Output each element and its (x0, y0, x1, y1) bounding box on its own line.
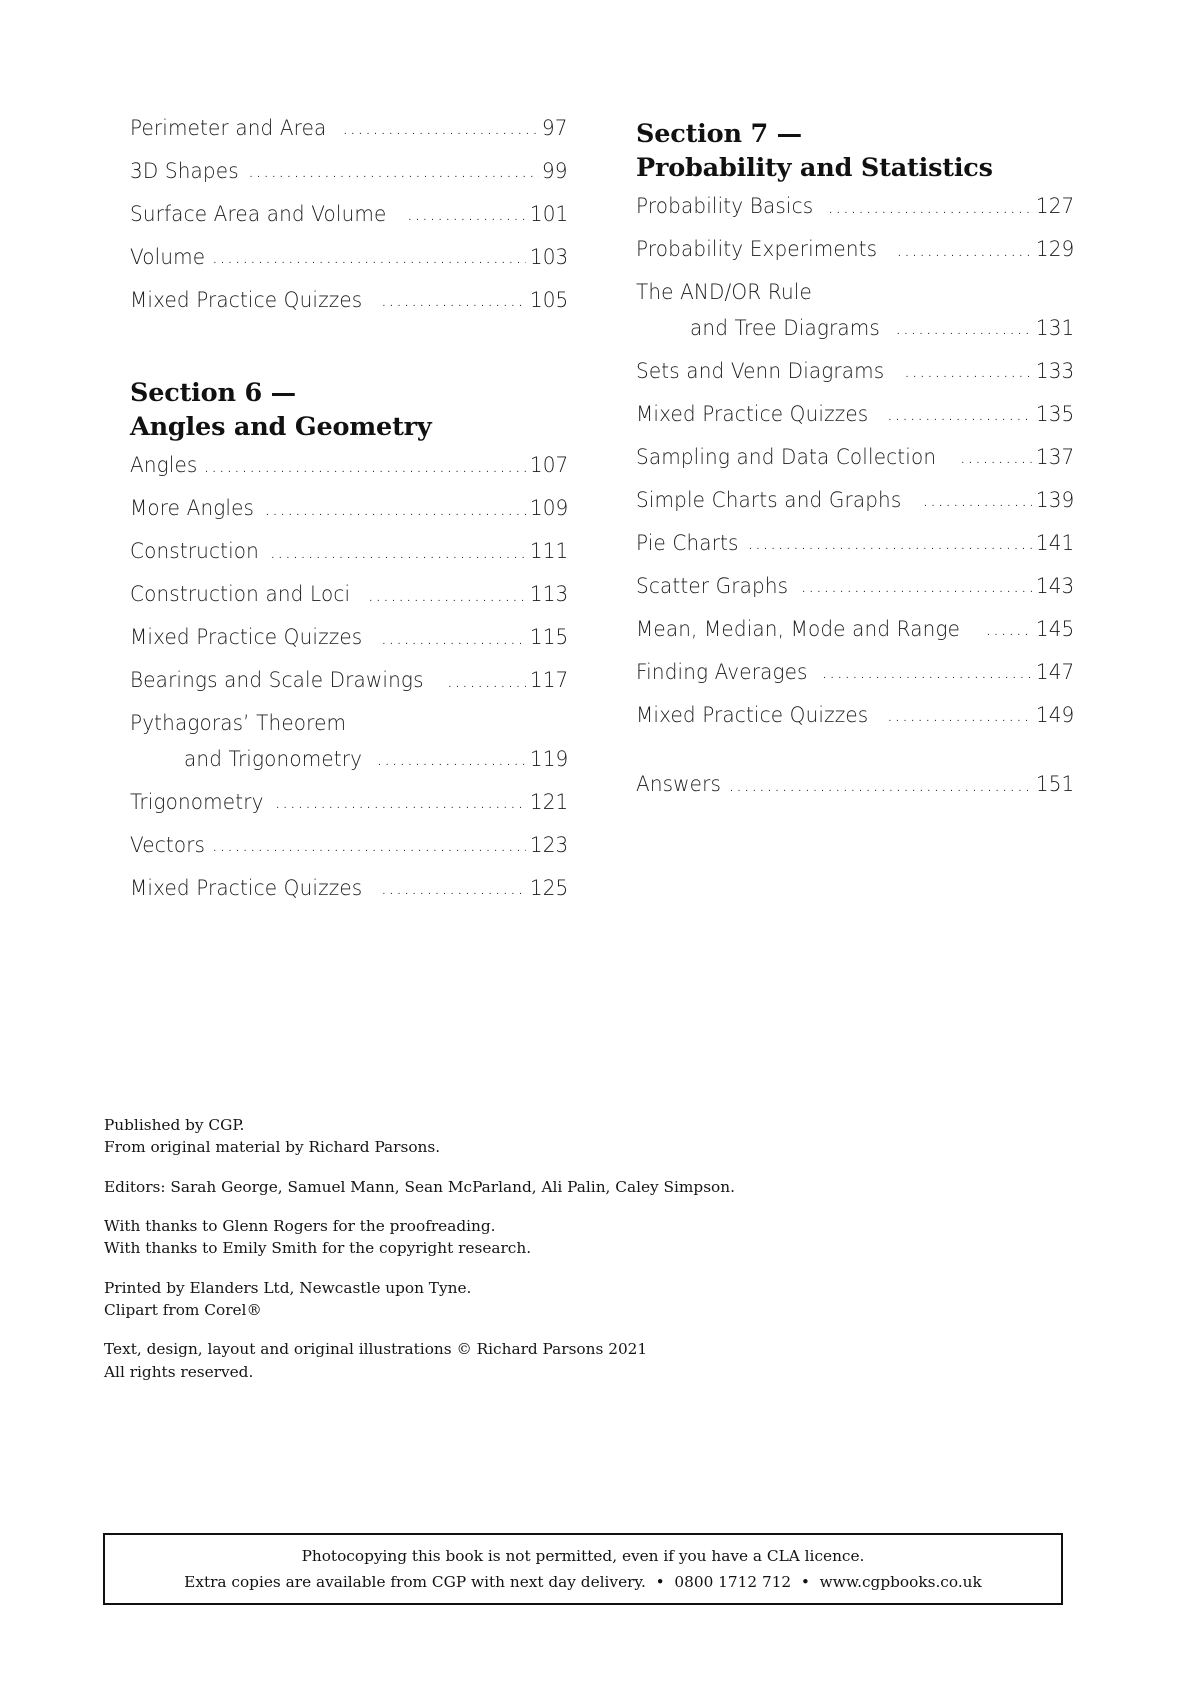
toc-entry-line2 (636, 315, 1074, 341)
toc-entry[interactable] (636, 358, 1074, 384)
imprint-clipart: Clipart from Corel® (104, 1300, 262, 1319)
toc-entry-title: Sampling and Data Collection (636, 444, 937, 470)
toc-entry-answers[interactable] (636, 774, 1074, 796)
section-7-heading-line2: Probability and Statistics (636, 152, 993, 183)
toc-entry-title: Construction and Loci (130, 582, 351, 608)
toc-leader-dots (828, 196, 1032, 218)
imprint-editors: Editors: Sarah George, Samuel Mann, Sean McParland, Ali Palin, Caley Simpson. (104, 1177, 735, 1196)
toc-leader-dots (212, 247, 526, 269)
notice-line-2: Extra copies are available from CGP with next day delivery. • 0800 1712 712 • www.cgpbooks.co.uk (184, 1573, 982, 1591)
toc-leader-dots (985, 619, 1031, 641)
toc-entry[interactable] (636, 573, 1074, 599)
photocopying-notice-box (103, 1533, 1063, 1605)
toc-entry-page: 139 (1035, 487, 1074, 513)
toc-entry-title: Probability Basics (636, 194, 814, 220)
imprint-thanks-paragraph (104, 1215, 824, 1260)
toc-entry[interactable] (636, 616, 1074, 642)
toc-entry-page: 135 (1035, 401, 1074, 427)
toc-entry-page: 119 (529, 746, 568, 772)
imprint-block (104, 1114, 824, 1383)
toc-entry-page: 147 (1035, 659, 1074, 685)
toc-leader-dots (922, 490, 1031, 512)
toc-entry[interactable] (130, 789, 568, 815)
toc-entry-page: 141 (1035, 530, 1074, 556)
toc-leader-dots (270, 541, 526, 563)
toc-entry[interactable] (130, 670, 568, 692)
toc-leader-dots (895, 318, 1031, 340)
section-7-heading-line1: Section 7 — (636, 119, 802, 149)
toc-entry-page: 151 (1035, 772, 1074, 798)
toc-entry-title: Answers (636, 772, 722, 798)
toc-entry[interactable] (130, 541, 568, 563)
toc-entry-title: Construction (130, 539, 259, 565)
toc-leader-dots (896, 239, 1031, 261)
toc-leader-dots (887, 705, 1032, 727)
toc-entry[interactable] (130, 627, 568, 649)
toc-columns (130, 118, 1075, 921)
toc-entry[interactable] (636, 487, 1074, 513)
toc-entry-page: 143 (1035, 573, 1074, 599)
toc-leader-dots (447, 670, 526, 692)
toc-entry-wrapped[interactable] (130, 713, 568, 770)
toc-entry-title: Bearings and Scale Drawings (130, 668, 424, 694)
toc-leader-dots (381, 290, 526, 312)
toc-entry[interactable] (636, 401, 1074, 427)
toc-entry[interactable] (130, 247, 568, 269)
toc-leader-dots (275, 792, 526, 814)
toc-entry-line2 (130, 746, 568, 772)
toc-entry-title: Mixed Practice Quizzes (130, 875, 363, 901)
toc-entry-page: 133 (1035, 358, 1074, 384)
toc-left-column (130, 118, 568, 921)
toc-entry-title: Mixed Practice Quizzes (636, 401, 869, 427)
toc-entry-title: Volume (130, 245, 206, 270)
toc-entry[interactable] (130, 875, 568, 901)
imprint-original-material: From original material by Richard Parsons. (104, 1138, 441, 1157)
toc-entry-title: Mixed Practice Quizzes (130, 625, 363, 651)
imprint-publisher-paragraph (104, 1114, 824, 1159)
toc-entry-title: Surface Area and Volume (130, 202, 387, 227)
section-spacer (130, 333, 568, 377)
toc-entry-title: Probability Experiments (636, 237, 878, 263)
toc-entry[interactable] (130, 455, 568, 477)
imprint-rights-reserved: All rights reserved. (104, 1362, 254, 1381)
toc-entry-page: 99 (542, 159, 568, 184)
toc-entry-page: 103 (529, 245, 568, 270)
toc-leader-dots (904, 361, 1032, 383)
toc-entry[interactable] (636, 659, 1074, 685)
imprint-printed-by: Printed by Elanders Ltd, Newcastle upon Tyne. (104, 1278, 472, 1297)
imprint-thanks-copyright: With thanks to Emily Smith for the copyright research. (104, 1239, 532, 1258)
imprint-copyright: Text, design, layout and original illustrations © Richard Parsons 2021 (104, 1340, 648, 1359)
toc-entry-title: 3D Shapes (130, 159, 239, 184)
toc-entry-page: 127 (1035, 194, 1074, 220)
toc-entry-page: 149 (1035, 702, 1074, 728)
toc-leader-dots (407, 204, 526, 226)
toc-entry-title: Sets and Venn Diagrams (636, 358, 885, 384)
imprint-printing-paragraph (104, 1277, 824, 1322)
toc-entry-page: 121 (529, 789, 568, 815)
toc-entry-page: 101 (529, 202, 568, 227)
toc-entry[interactable] (130, 832, 568, 858)
toc-entry[interactable] (636, 702, 1074, 728)
toc-entry-title: Finding Averages (636, 659, 808, 685)
toc-entry-title: More Angles (130, 496, 255, 522)
toc-entry-page: 129 (1035, 237, 1074, 263)
toc-entry-title-line1: Pythagoras’ Theorem (130, 711, 347, 737)
toc-entry-title: Simple Charts and Graphs (636, 487, 902, 513)
toc-leader-dots (381, 627, 526, 649)
toc-leader-dots (381, 878, 526, 900)
toc-leader-dots (728, 774, 1031, 796)
toc-entry-page: 113 (529, 582, 568, 608)
toc-leader-dots (887, 404, 1032, 426)
toc-leader-dots (368, 584, 526, 606)
toc-entry-wrapped[interactable] (636, 282, 1074, 339)
toc-entry-title: Mixed Practice Quizzes (636, 702, 869, 728)
toc-leader-dots (204, 455, 526, 477)
toc-leader-dots (822, 662, 1032, 684)
toc-entry-page: 111 (529, 539, 568, 565)
toc-entry-title: Pie Charts (636, 530, 739, 556)
toc-entry[interactable] (130, 290, 568, 312)
toc-entry-page: 131 (1035, 315, 1074, 341)
toc-entry-page: 117 (529, 668, 568, 694)
toc-entry-title-line2: and Trigonometry (184, 746, 363, 772)
imprint-copyright-paragraph (104, 1338, 824, 1383)
toc-entry[interactable] (130, 204, 568, 226)
toc-leader-dots (264, 498, 525, 520)
toc-leader-dots (342, 118, 539, 140)
toc-entry-page: 145 (1035, 616, 1074, 642)
toc-entry-title: Scatter Graphs (636, 573, 789, 599)
imprint-published-by: Published by CGP. (104, 1116, 245, 1134)
toc-entry-title-line2: and Tree Diagrams (690, 315, 880, 341)
section-7-heading (636, 118, 1074, 185)
section-6-heading-line2: Angles and Geometry (130, 411, 432, 442)
toc-entry-title: Angles (130, 453, 198, 479)
toc-entry-title: Mean, Median, Mode and Range (636, 616, 961, 642)
toc-leader-dots (801, 576, 1032, 598)
toc-entry[interactable] (130, 498, 568, 520)
toc-entry[interactable] (130, 118, 568, 140)
toc-leader-dots (376, 749, 525, 771)
toc-entry-title-line1: The AND/OR Rule (636, 280, 812, 306)
imprint-editors-paragraph (104, 1176, 824, 1198)
toc-entry-page: 123 (529, 832, 568, 858)
toc-entry-title: Vectors (130, 832, 206, 858)
toc-entry-page: 97 (542, 116, 568, 141)
toc-entry-page: 137 (1035, 444, 1074, 470)
toc-leader-dots (960, 447, 1032, 469)
section-6-heading-line1: Section 6 — (130, 378, 296, 408)
toc-leader-dots (212, 835, 526, 857)
toc-entry[interactable] (636, 530, 1074, 556)
toc-entry[interactable] (636, 196, 1074, 218)
toc-entry-title: Perimeter and Area (130, 116, 327, 141)
toc-entry-page: 125 (529, 875, 568, 901)
toc-entry[interactable] (130, 584, 568, 606)
toc-entry-page: 105 (529, 288, 568, 313)
toc-leader-dots (747, 533, 1031, 555)
toc-leader-dots (248, 161, 539, 183)
toc-entry[interactable] (130, 161, 568, 183)
toc-entry-page: 109 (529, 496, 568, 522)
toc-entry-title: Trigonometry (130, 789, 264, 815)
notice-line-1: Photocopying this book is not permitted, even if you have a CLA licence. (301, 1546, 865, 1565)
toc-entry-page: 107 (529, 453, 568, 479)
toc-entry-page: 115 (529, 625, 568, 651)
section-6-heading (130, 377, 568, 444)
imprint-thanks-proofreading: With thanks to Glenn Rogers for the proofreading. (104, 1216, 496, 1235)
toc-right-column (636, 118, 1074, 921)
toc-entry-title: Mixed Practice Quizzes (130, 288, 363, 313)
toc-entry[interactable] (636, 444, 1074, 470)
toc-entry[interactable] (636, 239, 1074, 261)
